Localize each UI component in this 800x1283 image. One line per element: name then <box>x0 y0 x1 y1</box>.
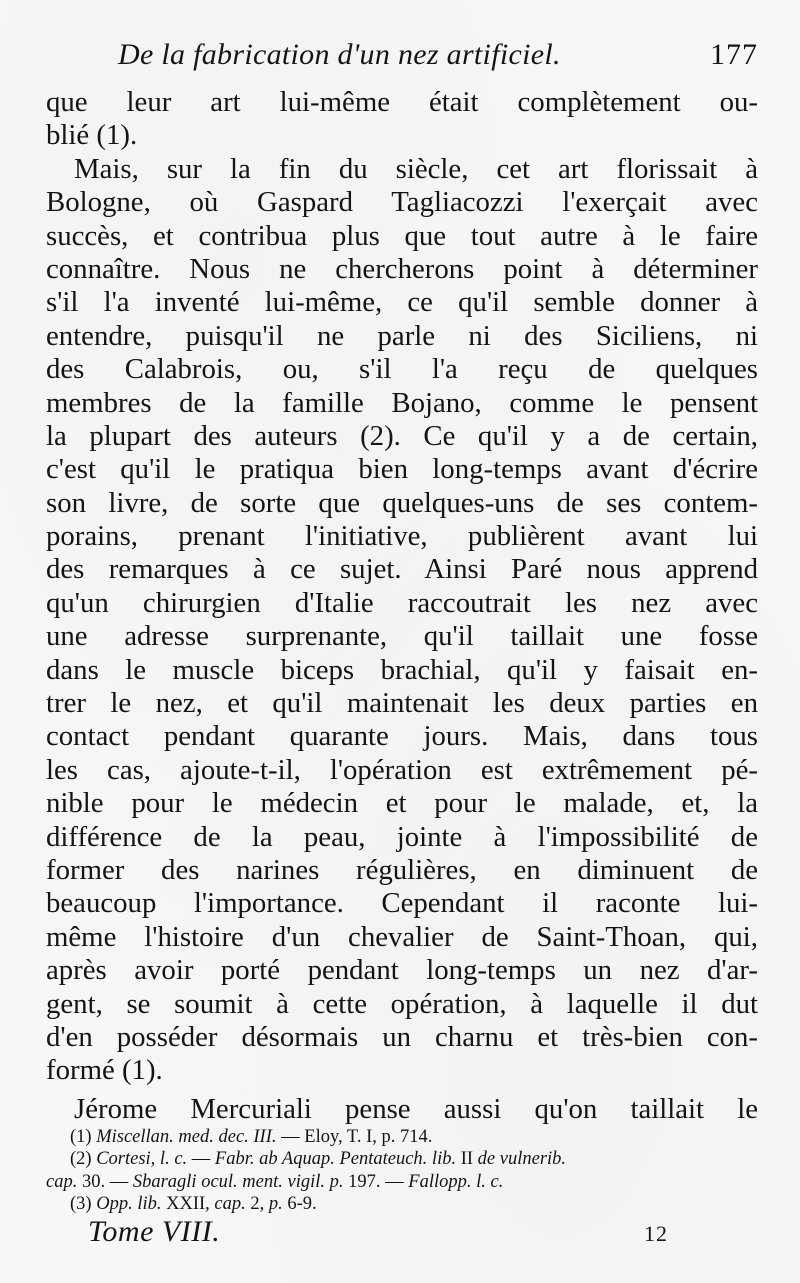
footnote-reference: Sbaragli ocul. ment. vigil. p. <box>132 1171 344 1192</box>
text-line: c'est qu'il le pratiqua bien long-temps avant d'écrire <box>46 453 758 486</box>
footnote-reference: Opp. lib. <box>96 1193 162 1214</box>
footnote-reference: cap. <box>46 1171 78 1192</box>
running-title: De la fabrication d'un nez artificiel. <box>118 38 561 71</box>
text-line: beaucoup l'importance. Cependant il raconte lui- <box>46 887 758 920</box>
footnote-text: II <box>456 1149 478 1170</box>
footnotes <box>46 1126 760 1215</box>
page-number: 177 <box>710 38 758 71</box>
volume-signature: Tome VIII. <box>88 1215 221 1248</box>
text-line: des remarques à ce sujet. Ainsi Paré nous apprend <box>46 553 758 586</box>
text-line: porains, prenant l'initiative, publièrent avant lui <box>46 520 758 553</box>
text-line: gent, se soumit à cette opération, à laquelle il dut <box>46 987 758 1020</box>
body-text <box>46 86 758 1126</box>
text-line: des Calabrois, ou, s'il l'a reçu de quelques <box>46 353 758 386</box>
text-line: blié (1). <box>46 119 138 152</box>
footnote-2-continued <box>46 1171 760 1193</box>
footnote-text: — <box>187 1149 215 1170</box>
text-line: son livre, de sorte que quelques-uns de ses contem- <box>46 486 758 519</box>
text-line: connaître. Nous ne chercherons point à déterminer <box>46 252 758 285</box>
text-line: entendre, puisqu'il ne parle ni des Siciliens, ni <box>46 319 758 352</box>
text-line: s'il l'a inventé lui-même, ce qu'il semble donner à <box>46 286 758 319</box>
footnote-number: (1) <box>70 1127 92 1147</box>
footnote-text: XXII, <box>161 1193 215 1214</box>
paragraph-start-line: Mais, sur la fin du siècle, cet art florissait à <box>74 152 758 185</box>
footnote-reference: Cortesi, l. c. <box>96 1149 188 1170</box>
footnote-text: 30. — <box>77 1171 133 1192</box>
text-line: différence de la peau, jointe à l'impossibilité de <box>46 820 758 853</box>
text-line: contact pendant quarante jours. Mais, dans tous <box>46 720 758 753</box>
text-line: nible pour le médecin et pour le malade, et, la <box>46 787 758 820</box>
footnote-text: 2, <box>245 1193 269 1214</box>
paragraph-start-line: Jérome Mercuriali pense aussi qu'on taillait le <box>74 1092 758 1125</box>
footnote-reference: Fabr. ab Aquap. Pentateuch. lib. <box>214 1149 457 1170</box>
text-line: trer le nez, et qu'il maintenait les deux parties en <box>46 687 758 720</box>
footnote-reference: p. <box>268 1193 283 1214</box>
text-line: membres de la famille Bojano, comme le pensent <box>46 386 758 419</box>
footnote-text: 6-9. <box>282 1193 317 1214</box>
text-line: formé (1). <box>46 1054 163 1087</box>
text-line: la plupart des auteurs (2). Ce qu'il y a de certain, <box>46 419 758 452</box>
text-line: une adresse surprenante, qu'il taillait une fosse <box>46 620 758 653</box>
page-footer <box>88 1215 668 1255</box>
footnote-number: (3) <box>70 1193 92 1214</box>
footnote-text: — Eloy, T. I, p. 714. <box>276 1127 433 1147</box>
text-line: dans le muscle biceps brachial, qu'il y faisait en- <box>46 653 758 686</box>
text-line: qu'un chirurgien d'Italie raccoutrait les nez avec <box>46 586 758 619</box>
text-line: les cas, ajoute-t-il, l'opération est extrêmement pé- <box>46 753 758 786</box>
footnote-reference: Fallopp. l. c. <box>408 1171 504 1192</box>
text-line: former des narines régulières, en diminuent de <box>46 853 758 886</box>
footnote-reference: cap. <box>214 1193 246 1214</box>
text-line: Bologne, où Gaspard Tagliacozzi l'exerçait avec <box>46 186 758 219</box>
text-line: même l'histoire d'un chevalier de Saint-Thoan, qui, <box>46 920 758 953</box>
page-header <box>118 38 758 88</box>
footnote-3 <box>70 1193 760 1215</box>
footnote-reference: Miscellan. med. dec. III. <box>96 1127 277 1147</box>
footnote-text: 197. — <box>343 1171 409 1192</box>
footnote-reference: de vulnerib. <box>477 1149 567 1170</box>
text-line: que leur art lui-même était complètement ou- <box>46 86 758 118</box>
footnote-number: (2) <box>70 1149 92 1170</box>
text-line: d'en posséder désormais un charnu et très-bien con- <box>46 1020 758 1053</box>
text-line: après avoir porté pendant long-temps un nez d'ar- <box>46 954 758 987</box>
footnote-1 <box>70 1126 760 1148</box>
text-line: succès, et contribua plus que tout autre à le faire <box>46 219 758 252</box>
sheet-number: 12 <box>644 1221 668 1246</box>
footnote-2 <box>70 1148 760 1170</box>
